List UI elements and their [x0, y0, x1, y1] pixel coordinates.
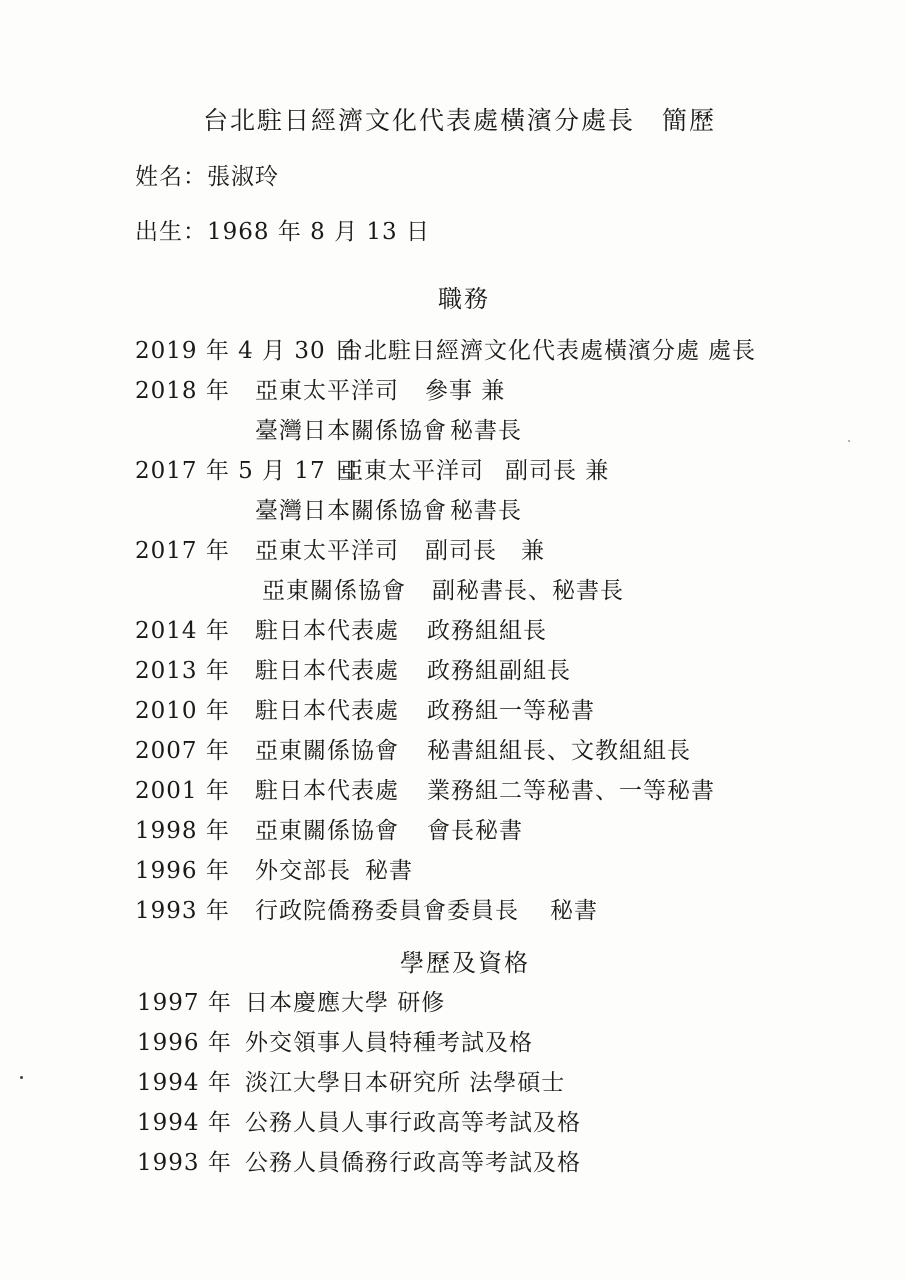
- education-text: 日本慶應大學 研修: [245, 990, 446, 1016]
- position-org: 亞東關係協會: [262, 578, 406, 604]
- position-title: 業務組二等秘書、一等秘書: [427, 778, 715, 804]
- position-org: 台北駐日經濟文化代表處橫濱分處: [340, 338, 700, 364]
- position-year: 2017 年: [135, 538, 230, 564]
- position-title: 副司長 兼: [425, 538, 545, 564]
- position-title: 處長: [708, 338, 756, 364]
- education-year: 1996 年: [137, 1030, 232, 1056]
- education-year: 1994 年: [137, 1110, 232, 1136]
- position-title: 政務組一等秘書: [427, 698, 595, 724]
- position-title: 秘書: [550, 898, 598, 924]
- position-year: 2014 年: [135, 618, 230, 644]
- position-org: 亞東太平洋司: [255, 378, 399, 404]
- position-year: 2010 年: [135, 698, 230, 724]
- position-title: 秘書: [365, 858, 413, 884]
- birth-line: 出生：1968 年 8 月 13 日: [135, 219, 430, 245]
- position-title: 秘書組組長、文教組組長: [427, 738, 691, 764]
- position-year: 2007 年: [135, 738, 230, 764]
- position-org: 臺灣日本關係協會: [255, 418, 447, 444]
- position-org: 亞東太平洋司: [255, 538, 399, 564]
- position-year: 2019 年 4 月 30 日: [135, 338, 358, 364]
- position-title: 秘書長: [450, 498, 522, 524]
- document-title: 台北駐日經濟文化代表處橫濱分處長 簡歷: [203, 106, 717, 135]
- position-org: 亞東關係協會: [255, 818, 399, 844]
- education-heading: 學歷及資格: [400, 949, 530, 977]
- position-org: 亞東關係協會: [255, 738, 399, 764]
- name-line: 姓名：張淑玲: [135, 164, 279, 190]
- education-text: 淡江大學日本研究所 法學碩士: [245, 1070, 566, 1096]
- position-year: 1993 年: [135, 898, 230, 924]
- position-year: 1998 年: [135, 818, 230, 844]
- position-title: 秘書長: [450, 418, 522, 444]
- position-title: 副秘書長、秘書長: [432, 578, 624, 604]
- position-title: 會長秘書: [427, 818, 523, 844]
- education-year: 1993 年: [137, 1150, 232, 1176]
- position-org: 駐日本代表處: [255, 778, 399, 804]
- position-org: 亞東太平洋司: [340, 458, 484, 484]
- education-year: 1997 年: [137, 990, 232, 1016]
- education-text: 公務人員僑務行政高等考試及格: [245, 1150, 581, 1176]
- position-title: 政務組組長: [427, 618, 547, 644]
- position-title: 參事 兼: [425, 378, 506, 404]
- position-org: 駐日本代表處: [255, 698, 399, 724]
- education-text: 公務人員人事行政高等考試及格: [245, 1110, 581, 1136]
- education-text: 外交領事人員特種考試及格: [245, 1030, 533, 1056]
- position-org: 駐日本代表處: [255, 618, 399, 644]
- position-title: 政務組副組長: [427, 658, 571, 684]
- position-year: 1996 年: [135, 858, 230, 884]
- education-year: 1994 年: [137, 1070, 232, 1096]
- positions-heading: 職務: [438, 285, 490, 313]
- position-year: 2017 年 5 月 17 日: [135, 458, 358, 484]
- position-org: 外交部長: [255, 858, 351, 884]
- scan-speck: [20, 1076, 23, 1079]
- position-year: 2013 年: [135, 658, 230, 684]
- position-org: 行政院僑務委員會委員長: [255, 898, 519, 924]
- scan-speck: [848, 440, 850, 442]
- position-year: 2001 年: [135, 778, 230, 804]
- position-org: 臺灣日本關係協會: [255, 498, 447, 524]
- position-org: 駐日本代表處: [255, 658, 399, 684]
- position-title: 副司長 兼: [505, 458, 610, 484]
- position-year: 2018 年: [135, 378, 230, 404]
